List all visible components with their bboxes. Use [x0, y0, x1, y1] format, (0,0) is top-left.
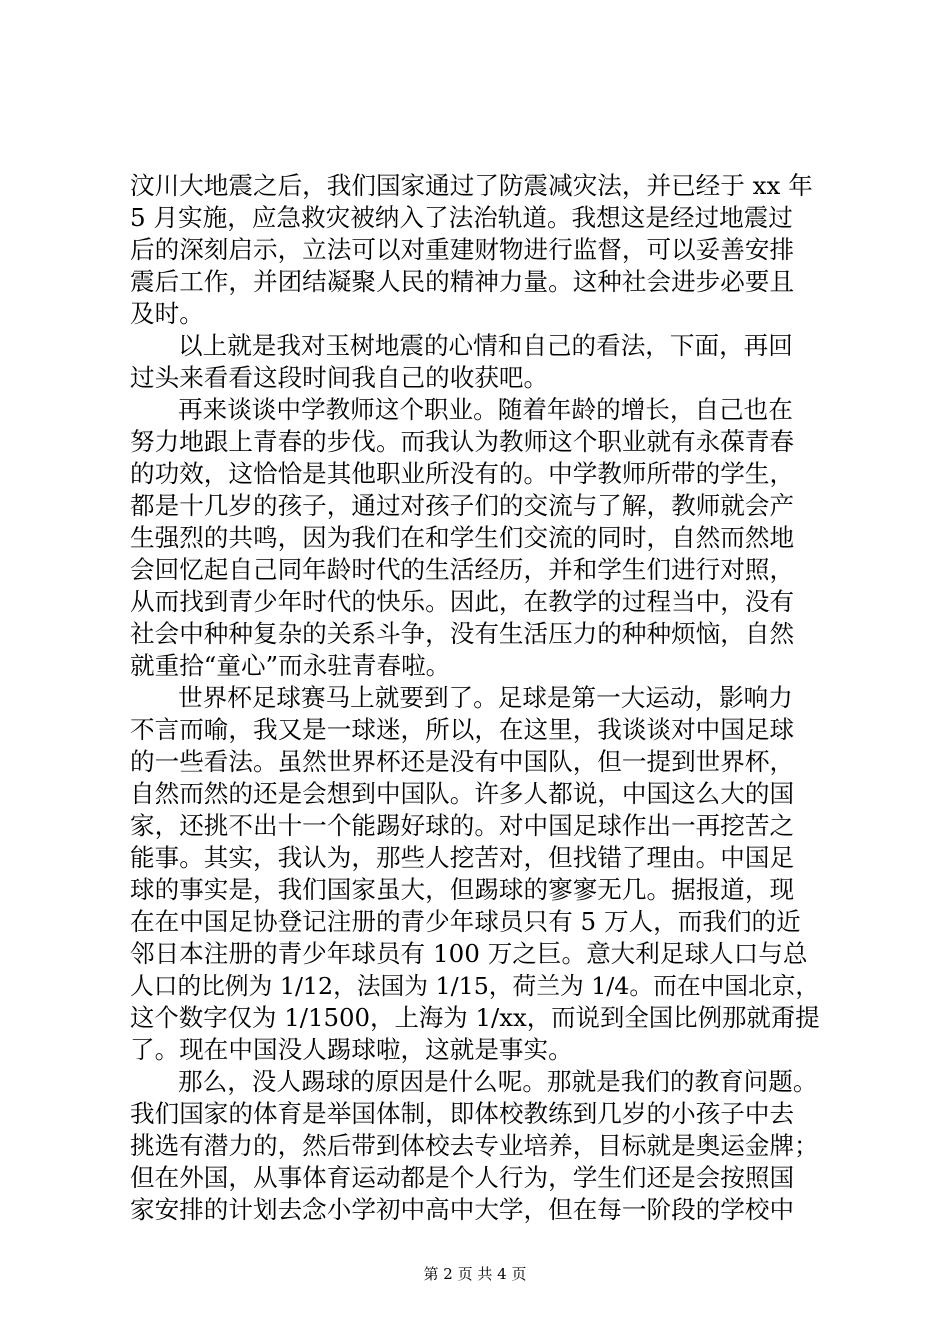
text-line: 能事。其实，我认为，那些人挖苦对，但找错了理由。中国足: [130, 843, 795, 872]
text-line: 世界杯足球赛马上就要到了。足球是第一大运动，影响力: [178, 683, 793, 712]
text-line: 都是十几岁的孩子，通过对孩子们的交流与了解，教师就会产: [130, 491, 795, 520]
page-number-footer: 第 2 页 共 4 页: [423, 1265, 527, 1283]
text-line: 我们国家的体育是举国体制，即体校教练到几岁的小孩子中去: [130, 1099, 795, 1128]
text-line: 人口的比例为 1/12，法国为 1/15，荷兰为 1/4。而在中国北京，: [130, 972, 820, 1000]
text-line: 努力地跟上青春的步伐。而我认为教师这个职业就有永葆青春: [130, 427, 795, 456]
text-line: 邻日本注册的青少年球员有 100 万之巨。意大利足球人口与总: [130, 939, 808, 968]
text-line: 不言而喻，我又是一球迷，所以，在这里，我谈谈对中国足球: [130, 715, 795, 744]
text-line: 及时。: [130, 299, 204, 328]
text-line: 挑选有潜力的，然后带到体校去专业培养，目标就是奥运金牌；: [130, 1131, 819, 1160]
text-line: 自然而然的还是会想到中国队。许多人都说，中国这么大的国: [130, 779, 795, 808]
text-line: 这个数字仅为 1/1500，上海为 1/xx，而说到全国比例那就甭提: [130, 1003, 820, 1032]
text-line: 生强烈的共鸣，因为我们在和学生们交流的同时，自然而然地: [130, 523, 795, 552]
text-line: 那么，没人踢球的原因是什么呢。那就是我们的教育问题。: [178, 1067, 818, 1096]
text-line: 再来谈谈中学教师这个职业。随着年龄的增长，自己也在: [178, 395, 793, 424]
text-line: 球的事实是，我们国家虽大，但踢球的寥寥无几。据报道，现: [130, 875, 795, 904]
text-line: 家，还挑不出十一个能踢好球的。对中国足球作出一再挖苦之: [130, 811, 795, 840]
text-line: 在在中国足协登记注册的青少年球员只有 5 万人，而我们的近: [130, 907, 801, 936]
text-line: 就重拾“童心”而永驻青春啦。: [130, 651, 451, 680]
text-line: 后的深刻启示，立法可以对重建财物进行监督，可以妥善安排: [130, 235, 795, 264]
text-line: 但在外国，从事体育运动都是个人行为，学生们还是会按照国: [130, 1163, 795, 1192]
text-line: 家安排的计划去念小学初中高中大学，但在每一阶段的学校中: [130, 1195, 795, 1224]
text-line: 从而找到青少年时代的快乐。因此，在教学的过程当中，没有: [130, 587, 795, 616]
text-line: 以上就是我对玉树地震的心情和自己的看法，下面，再回: [178, 331, 793, 360]
text-line: 会回忆起自己同年龄时代的生活经历，并和学生们进行对照，: [130, 555, 795, 584]
text-line: 过头来看看这段时间我自己的收获吧。: [130, 363, 549, 392]
text-line: 的一些看法。虽然世界杯还是没有中国队，但一提到世界杯，: [130, 747, 795, 776]
text-line: 的功效，这恰恰是其他职业所没有的。中学教师所带的学生，: [130, 459, 795, 488]
text-line: 了。现在中国没人踢球啦，这就是事实。: [130, 1035, 573, 1064]
text-line: 社会中种种复杂的关系斗争，没有生活压力的种种烦恼，自然: [130, 619, 795, 648]
text-line: 汶川大地震之后，我们国家通过了防震减灾法，并已经于 xx 年: [130, 171, 813, 200]
document-body: [130, 170, 820, 1226]
text-line: 5 月实施，应急救灾被纳入了法治轨道。我想这是经过地震过: [130, 203, 793, 232]
text-line: 震后工作，并团结凝聚人民的精神力量。这种社会进步必要且: [130, 267, 795, 296]
